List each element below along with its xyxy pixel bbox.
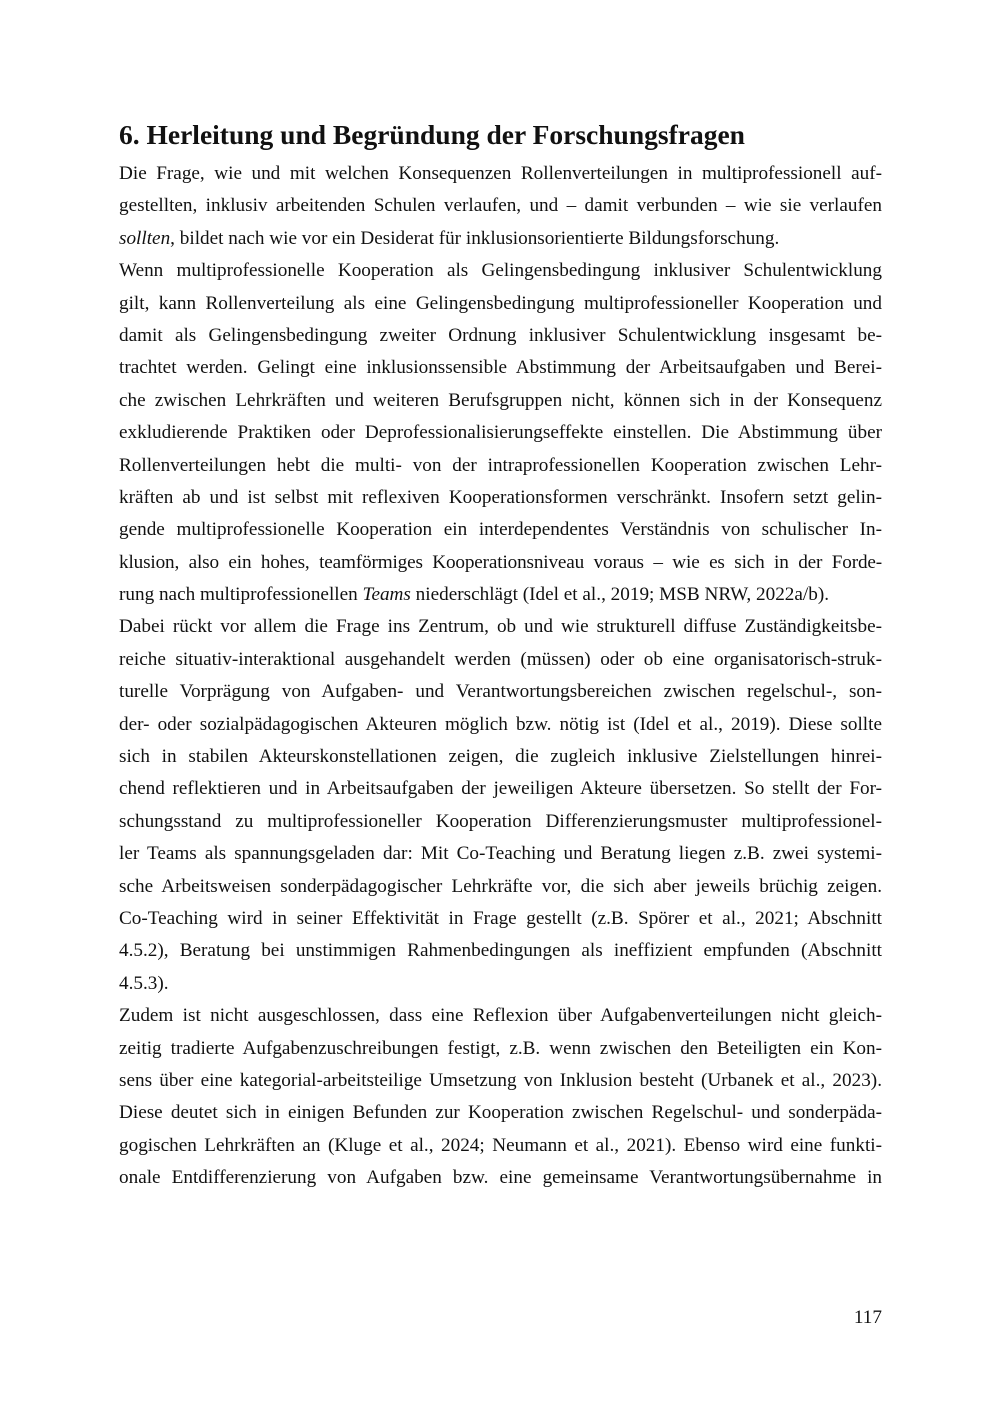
text-run: 4.5.2), Beratung bei unstimmigen Rahmenbedingungen als ineffizient empfunden (Abschnitt xyxy=(119,940,882,962)
text-line xyxy=(119,190,882,222)
text-run: trachtet werden. Gelingt eine inklusionssensible Abstimmung der Arbeitsaufgaben und Berei- xyxy=(119,357,882,379)
text-line xyxy=(119,579,882,611)
text-line xyxy=(119,806,882,838)
text-run: Rollenverteilungen hebt die multi- von der intraprofessionellen Kooperation zwischen Lehr- xyxy=(119,454,882,476)
text-run: damit als Gelingensbedingung zweiter Ordnung inklusiver Schulentwicklung insgesamt be- xyxy=(119,324,882,346)
text-run: , bildet nach wie vor ein Desiderat für inklusionsorientierte Bildungsforschung. xyxy=(170,227,780,249)
emphasis xyxy=(119,228,170,249)
text-line xyxy=(119,968,882,1000)
text-run: klusion, also ein hohes, teamförmiges Kooperationsniveau voraus – wie es sich in der Forde- xyxy=(119,551,882,573)
text-line xyxy=(119,223,882,255)
italic-run: Teams xyxy=(362,584,411,606)
text-run: Diese deutet sich in einigen Befunden zur Kooperation zwischen Regelschul- und sonderpäda- xyxy=(119,1102,882,1124)
paragraph xyxy=(119,1000,882,1194)
text-run: Wenn multiprofessionelle Kooperation als Gelingensbedingung inklusiver Schulentwicklung xyxy=(119,260,882,282)
text-line xyxy=(119,1097,882,1129)
text-run: gogischen Lehrkräften an (Kluge et al., 2024; Neumann et al., 2021). Ebenso wird eine funkti- xyxy=(119,1134,882,1156)
text-line xyxy=(119,385,882,417)
text-line xyxy=(119,158,882,190)
text-run: turelle Vorprägung von Aufgaben- und Verantwortungsbereichen zwischen regelschul-, son- xyxy=(119,681,882,703)
section-heading: 6. Herleitung und Begründung der Forschungsfragen xyxy=(119,119,745,150)
text-run: Die Frage, wie und mit welchen Konsequenzen Rollenverteilungen in multiprofessionell auf- xyxy=(119,163,882,184)
italic-run: sollten xyxy=(119,227,171,249)
text-run: zeitig tradierte Aufgabenzuschreibungen festigt, z.B. wenn zwischen den Beteiligten ein Kon- xyxy=(119,1037,882,1059)
text-line xyxy=(119,903,882,935)
text-run: Zudem ist nicht ausgeschlossen, dass eine Reflexion über Aufgabenverteilungen nicht gleich- xyxy=(119,1005,882,1027)
text-run: sich in stabilen Akteurskonstellationen zeigen, die zugleich inklusive Zielstellungen hinrei- xyxy=(119,746,882,768)
text-run: gestellten, inklusiv arbeitenden Schulen verlaufen, und – damit verbunden – wie sie verlaufen xyxy=(119,195,882,217)
paragraph xyxy=(119,255,882,611)
body-text xyxy=(119,158,882,1195)
text-run: Co-Teaching wird in seiner Effektivität in Frage gestellt (z.B. Spörer et al., 2021; Abschnitt xyxy=(119,907,882,929)
text-line xyxy=(119,1000,882,1032)
paragraph xyxy=(119,611,882,1000)
text-run: sche Arbeitsweisen sonderpädagogischer Lehrkräfte vor, die sich aber jeweils brüchig zeigen. xyxy=(119,875,882,897)
text-run: onale Entdifferenzierung von Aufgaben bzw. eine gemeinsame Verantwortungsübernahme in xyxy=(119,1167,882,1189)
text-line xyxy=(119,709,882,741)
text-run: exkludierende Praktiken oder Deprofessionalisierungseffekte einstellen. Die Abstimmung über xyxy=(119,422,882,444)
text-run: gende multiprofessionelle Kooperation ein interdependentes Verständnis von schulischer In- xyxy=(119,519,882,541)
text-line xyxy=(119,838,882,870)
text-line xyxy=(119,514,882,546)
paragraph xyxy=(119,158,882,255)
text-run: schungsstand zu multiprofessioneller Kooperation Differenzierungsmuster multiprofessionel- xyxy=(119,810,882,832)
text-line xyxy=(119,676,882,708)
text-run: Dabei rückt vor allem die Frage ins Zentrum, ob und wie strukturell diffuse Zuständigkeitsbe- xyxy=(119,616,882,638)
text-line xyxy=(119,482,882,514)
text-line xyxy=(119,352,882,384)
text-run: gilt, kann Rollenverteilung als eine Gelingensbedingung multiprofessioneller Kooperation und xyxy=(119,292,882,314)
text-line xyxy=(119,450,882,482)
text-line xyxy=(119,417,882,449)
text-line xyxy=(119,288,882,320)
text-line xyxy=(119,644,882,676)
text-line xyxy=(119,1033,882,1065)
text-run: che zwischen Lehrkräften und weiteren Berufsgruppen nicht, können sich in der Konsequenz xyxy=(119,389,882,411)
text-run: kräften ab und ist selbst mit reflexiven Kooperationsformen verschränkt. Insofern setzt gelin- xyxy=(119,486,882,508)
emphasis xyxy=(363,584,411,605)
text-run: der- oder sozialpädagogischen Akteuren möglich bzw. nötig ist (Idel et al., 2019). Diese sollte xyxy=(119,713,882,735)
text-run: rung nach multiprofessionellen xyxy=(119,584,363,606)
text-line xyxy=(119,320,882,352)
text-line xyxy=(119,935,882,967)
text-line xyxy=(119,611,882,643)
text-line xyxy=(119,871,882,903)
text-line xyxy=(119,1130,882,1162)
text-run: ler Teams als spannungsgeladen dar: Mit Co-Teaching und Beratung liegen z.B. zwei systemi- xyxy=(119,843,882,865)
text-line xyxy=(119,773,882,805)
text-run: sens über eine kategorial-arbeitsteilige Umsetzung von Inklusion besteht (Urbanek et al., 2023). xyxy=(119,1069,882,1091)
text-line xyxy=(119,1065,882,1097)
text-line xyxy=(119,1162,882,1194)
text-line xyxy=(119,255,882,287)
text-run: 4.5.3). xyxy=(119,972,169,994)
text-line xyxy=(119,741,882,773)
page-number: 117 xyxy=(853,1307,882,1328)
text-run: niederschlägt (Idel et al., 2019; MSB NRW, 2022a/b). xyxy=(410,584,830,606)
text-line xyxy=(119,547,882,579)
text-run: reiche situativ-interaktional ausgehandelt werden (müssen) oder ob eine organisatorisch-struk- xyxy=(119,648,882,670)
text-run: chend reflektieren und in Arbeitsaufgaben der jeweiligen Akteure übersetzen. So stellt der For- xyxy=(119,778,882,800)
